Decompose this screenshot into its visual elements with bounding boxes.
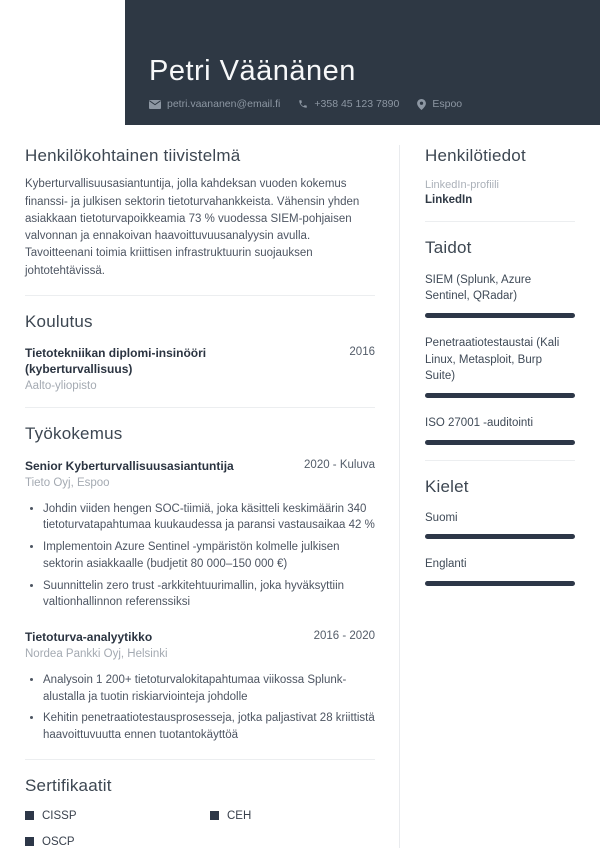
section-divider <box>25 295 375 296</box>
section-languages <box>425 476 575 587</box>
job-entry <box>25 629 375 744</box>
cert-item <box>25 836 210 848</box>
cert-item <box>210 810 375 822</box>
job-company: Nordea Pankki Oyj, Helsinki <box>25 648 168 661</box>
certifications-heading: Sertifikaatit <box>25 775 112 795</box>
phone-icon <box>298 99 308 109</box>
language-item <box>425 556 575 586</box>
cert-label: CISSP <box>42 809 77 822</box>
skill-item <box>425 272 575 318</box>
job-entry-head <box>25 458 375 474</box>
left-column <box>25 145 375 848</box>
skill-name: Penetraatiotestaustai (Kali Linux, Metasploit, Burp Suite) <box>425 336 560 383</box>
degree-title: Tietotekniikan diplomi-insinööri (kyberturvallisuus) <box>25 346 207 377</box>
cert-label: OSCP <box>42 835 75 848</box>
skill-item <box>425 335 575 398</box>
section-divider <box>425 221 575 222</box>
job-company: Tieto Oyj, Espoo <box>25 476 110 489</box>
phone-text: +358 45 123 7890 <box>314 98 400 110</box>
skill-item <box>425 415 575 445</box>
job-role: Tietoturva-analyytikko <box>25 629 153 644</box>
language-level-bar <box>425 534 575 539</box>
cert-grid <box>25 810 375 848</box>
job-entry-head <box>25 629 375 645</box>
resume-body <box>0 145 600 848</box>
linkedin-link[interactable]: LinkedIn <box>425 194 473 207</box>
language-item <box>425 510 575 540</box>
column-gap <box>400 145 425 848</box>
skills-heading: Taidot <box>425 238 472 258</box>
skill-name: SIEM (Splunk, Azure Sentinel, QRadar) <box>425 273 532 303</box>
job-bullet: • Implementoin Azure Sentinel -ympäristön kolmelle julkisen sektorin asiakkaalle (budjetit 80 000–150 000 €) <box>43 539 375 572</box>
job-bullets <box>31 501 375 611</box>
education-entry <box>25 345 375 392</box>
section-education <box>25 311 375 393</box>
contact-email <box>149 98 280 110</box>
contact-location <box>417 98 462 110</box>
summary-text: Kyberturvallisuusasiantuntija, jolla kahdeksan vuoden kokemus finanssi- ja julkisen sektorin tietoturvahankkeista. Vähensin yhden asiakkaan tietoturvapoikkeamia 73 % vuodessa SIEM-pohjaisen valvonnan ja ennakoivan haavoittuvuusanalyysin avulla. Tavoitteenani toimia kriittisen infrastruktuurin suojauksen johtotehtävissä. <box>25 178 360 277</box>
section-certifications <box>25 775 375 848</box>
section-summary <box>25 145 375 280</box>
section-personal <box>425 145 575 206</box>
skill-name: ISO 27001 -auditointi <box>425 416 534 429</box>
square-bullet-icon <box>25 837 34 846</box>
education-heading: Koulutus <box>25 311 93 331</box>
section-divider <box>425 460 575 461</box>
summary-heading: Henkilökohtainen tiivistelmä <box>25 146 241 165</box>
linkedin-label: LinkedIn-profiili <box>425 179 499 192</box>
job-entry <box>25 458 375 611</box>
job-bullet: • Analysoin 1 200+ tietoturvalokitapahtumaa viikossa Splunk-alustalla ja tuotin riskiarviointeja johdolle <box>43 672 375 705</box>
skill-level-bar <box>425 393 575 398</box>
square-bullet-icon <box>210 811 219 820</box>
email-text: petri.vaananen@email.fi <box>167 98 281 110</box>
section-divider <box>25 407 375 408</box>
section-divider <box>25 759 375 760</box>
envelope-icon <box>149 100 161 109</box>
cert-item <box>25 810 210 822</box>
job-bullet: • Suunnittelin zero trust -arkkitehtuurimallin, joka hyväksyttiin valtionhallinnon referenssiksi <box>43 578 375 611</box>
column-gap <box>375 145 399 848</box>
language-level-bar <box>425 581 575 586</box>
contact-phone <box>298 98 399 110</box>
skill-level-bar <box>425 440 575 445</box>
job-bullets <box>31 672 375 744</box>
language-name: Suomi <box>425 511 458 524</box>
person-name: Petri Väänänen <box>149 55 356 88</box>
job-role: Senior Kyberturvallisuusasiantuntija <box>25 458 234 473</box>
skill-level-bar <box>425 313 575 318</box>
location-pin-icon <box>417 99 426 110</box>
degree-date: 2016 <box>349 346 375 358</box>
cert-label: CEH <box>227 809 252 822</box>
school-name: Aalto-yliopisto <box>25 380 97 393</box>
languages-heading: Kielet <box>425 476 469 496</box>
location-text: Espoo <box>432 98 463 110</box>
job-date: 2020 - Kuluva <box>304 458 375 471</box>
job-date: 2016 - 2020 <box>313 629 375 642</box>
page-header <box>125 0 600 125</box>
job-bullet: • Kehitin penetraatiotestausprosesseja, jotka paljastivat 28 kriittistä haavoittuvuutta ennen tuotantokäyttöä <box>43 710 375 743</box>
experience-heading: Työkokemus <box>25 424 123 444</box>
personal-heading: Henkilötiedot <box>425 146 526 165</box>
job-bullet: • Johdin viiden hengen SOC-tiimiä, joka käsitteli keskimäärin 340 tietoturvatapahtumaa kuukaudessa ja paransi vastausaikaa 42 % <box>43 501 375 534</box>
contact-row <box>149 98 576 110</box>
right-column <box>425 145 575 848</box>
language-name: Englanti <box>425 558 467 571</box>
section-experience <box>25 423 375 743</box>
education-entry-head <box>25 345 375 377</box>
square-bullet-icon <box>25 811 34 820</box>
section-skills <box>425 237 575 444</box>
